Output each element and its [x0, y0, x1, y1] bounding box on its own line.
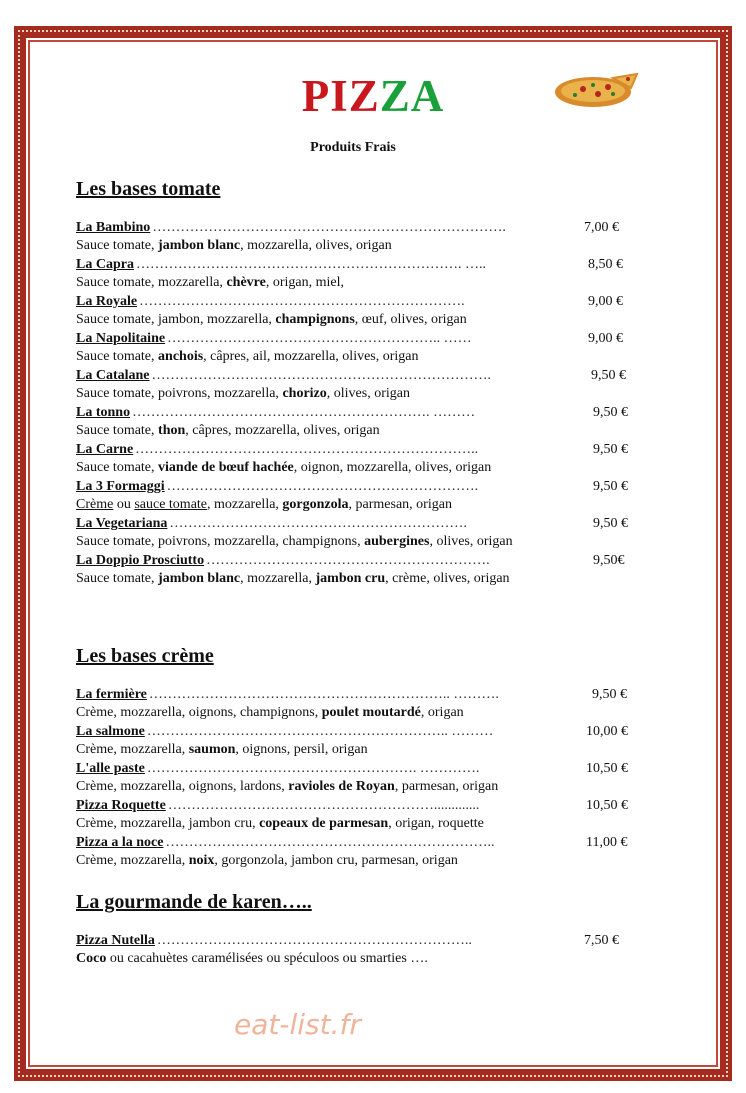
- watermark: eat-list.fr: [234, 1008, 361, 1041]
- dot-leader: ………………………………………………………. ………: [132, 405, 476, 420]
- menu-item-price: 9,00 €: [588, 331, 623, 346]
- menu-item: [76, 404, 636, 440]
- menu-item-price: 10,50 €: [586, 798, 628, 813]
- menu-item: [76, 723, 636, 759]
- menu-item-description: Crème, mozzarella, jambon cru, copeaux de parmesan, origan, roquette: [76, 816, 484, 831]
- menu-item-price: 7,00 €: [584, 220, 619, 235]
- subtitle: Produits Frais: [310, 140, 396, 155]
- dot-leader: ………………………………………………………………..: [135, 442, 479, 457]
- menu-item-description: Crème, mozzarella, oignons, lardons, ravioles de Royan, parmesan, origan: [76, 779, 499, 794]
- section-heading-gourmande: La gourmande de karen…..: [76, 891, 312, 913]
- menu-item-description: Sauce tomate, thon, câpres, mozzarella, olives, origan: [76, 423, 380, 438]
- menu-item-price: 10,50 €: [586, 761, 628, 776]
- title-letter: P: [301, 71, 331, 121]
- section-heading-tomate: Les bases tomate: [76, 178, 221, 200]
- menu-item-price: 7,50 €: [584, 933, 619, 948]
- menu-item-name: La Carne: [76, 442, 134, 457]
- dot-leader: ………………………………………………….. ……: [167, 331, 472, 346]
- dot-leader: …………………………………………………………..: [156, 933, 472, 948]
- menu-item-price: 9,50 €: [593, 442, 628, 457]
- menu-item: [76, 367, 636, 403]
- menu-item: [76, 478, 636, 514]
- menu-item-description: Sauce tomate, mozzarella, chèvre, origan, miel,: [76, 275, 344, 290]
- menu-item-price: 9,50 €: [593, 516, 628, 531]
- menu-item-name: Pizza Nutella: [76, 933, 155, 948]
- menu-item-name: La Catalane: [76, 368, 150, 383]
- title-letter: Z: [379, 71, 411, 121]
- menu-item-name: La Royale: [76, 294, 138, 309]
- title-letter: Z: [348, 71, 380, 121]
- title-letter: I: [330, 71, 349, 121]
- dot-leader: ……………………………………………………………….: [151, 368, 491, 383]
- menu-item-description: Sauce tomate, poivrons, mozzarella, chorizo, olives, origan: [76, 386, 410, 401]
- dot-leader: ……………………………………………………….: [169, 516, 467, 531]
- menu-item-name: La tonno: [76, 405, 131, 420]
- menu-item-name: La salmone: [76, 724, 145, 739]
- menu-item-name: L'alle paste: [76, 761, 145, 776]
- menu-item: [76, 330, 636, 366]
- menu-item-description: Sauce tomate, jambon, mozzarella, champignons, œuf, olives, origan: [76, 312, 467, 327]
- menu-item: [76, 219, 636, 255]
- menu-item-price: 9,50 €: [593, 479, 628, 494]
- menu-item-price: 9,00 €: [588, 294, 623, 309]
- section-heading-creme: Les bases crème: [76, 645, 214, 667]
- dot-leader: ………………………………………………………….: [166, 479, 479, 494]
- menu-item: [76, 552, 636, 588]
- menu-item-name: La Capra: [76, 257, 134, 272]
- menu-item-price: 11,00 €: [586, 835, 628, 850]
- dot-leader: ……………………………………………………….. ……….: [148, 687, 499, 702]
- menu-item-name: La Napolitaine: [76, 331, 166, 346]
- dot-leader: …………………………………………………….: [206, 553, 490, 568]
- title-letter: A: [410, 71, 445, 121]
- menu-item-name: La Doppio Prosciutto: [76, 553, 205, 568]
- menu-item-description: Sauce tomate, anchois, câpres, ail, mozzarella, olives, origan: [76, 349, 419, 364]
- menu-item: [76, 293, 636, 329]
- menu-item: [76, 932, 636, 968]
- menu-item: [76, 441, 636, 477]
- dot-leader: ……………………………………………………….. ………: [146, 724, 494, 739]
- dot-leader: ………………………………………………………………….: [152, 220, 506, 235]
- menu-item-description: Crème ou sauce tomate, mozzarella, gorgonzola, parmesan, origan: [76, 497, 452, 512]
- menu-item-description: Crème, mozzarella, saumon, oignons, persil, origan: [76, 742, 368, 757]
- menu-item-price: 9,50 €: [591, 368, 626, 383]
- menu-item-price: 9,50 €: [592, 687, 627, 702]
- menu-item-name: La Vegetariana: [76, 516, 168, 531]
- dot-leader: ………………………………………………….............: [167, 798, 480, 813]
- dot-leader: …………………………………………………. ………….: [146, 761, 480, 776]
- dot-leader: ……………………………………………………………..: [165, 835, 495, 850]
- menu-item: [76, 686, 636, 722]
- menu-item-price: 9,50 €: [593, 405, 628, 420]
- menu-item-description: Sauce tomate, jambon blanc, mozzarella, jambon cru, crème, olives, origan: [76, 571, 510, 586]
- menu-item: [76, 834, 636, 870]
- menu-item-description: Crème, mozzarella, oignons, champignons, poulet moutardé, origan: [76, 705, 464, 720]
- menu-item-price: 8,50 €: [588, 257, 623, 272]
- menu-item: [76, 797, 636, 833]
- menu-item-name: La fermière: [76, 687, 147, 702]
- dot-leader: …………………………………………………………….: [139, 294, 465, 309]
- menu-item-description: Sauce tomate, poivrons, mozzarella, champignons, aubergines, olives, origan: [76, 534, 513, 549]
- menu-item-description: Sauce tomate, viande de bœuf hachée, oignon, mozzarella, olives, origan: [76, 460, 492, 475]
- menu-item-name: La 3 Formaggi: [76, 479, 165, 494]
- menu-item-price: 10,00 €: [586, 724, 628, 739]
- menu-item-name: La Bambino: [76, 220, 151, 235]
- menu-item: [76, 760, 636, 796]
- menu-item-price: 9,50€: [593, 553, 625, 568]
- menu-item-description: Sauce tomate, jambon blanc, mozzarella, olives, origan: [76, 238, 392, 253]
- menu-item-description: Crème, mozzarella, noix, gorgonzola, jambon cru, parmesan, origan: [76, 853, 458, 868]
- pizza-illustration: [553, 70, 639, 108]
- menu-item-name: Pizza Roquette: [76, 798, 166, 813]
- menu-item-description: Coco ou cacahuètes caramélisées ou spéculoos ou smarties ….: [76, 951, 428, 966]
- dot-leader: ……………………………………………………………. …..: [135, 257, 486, 272]
- menu-item: [76, 515, 636, 551]
- menu-item-name: Pizza a la noce: [76, 835, 164, 850]
- menu-item: [76, 256, 636, 292]
